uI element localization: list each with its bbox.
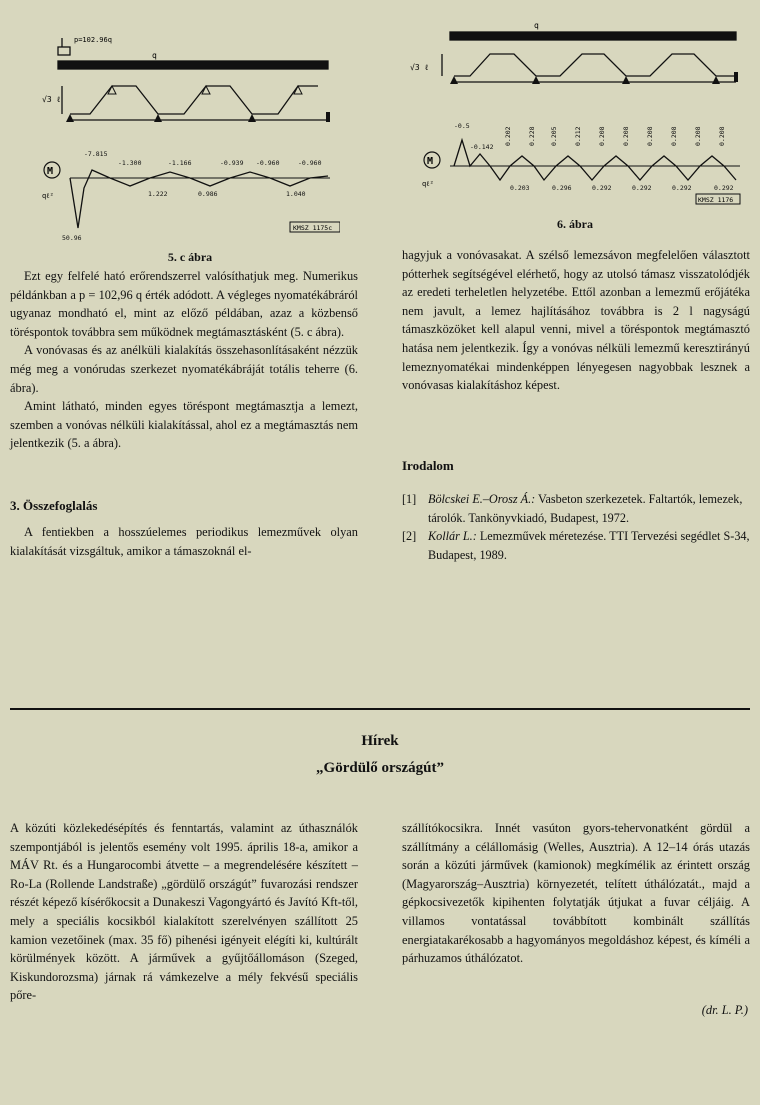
fig6-top-value: 0.208 — [646, 126, 654, 146]
left-column — [10, 267, 358, 453]
fig5-top-value: -0.960 — [298, 159, 322, 167]
paragraph: A közúti közlekedésépítés és fenntartás, valamint az úthasználók szempontjából is jelentős esemény volt 1995. április 18-a, amikor a MÁV Rt. és a Hungarocombi átvette – a megrendelésére készített – Ro-La (Rollende Landstraße) „gördülő országút” fuvarozási rendszer részét képező kísérőkocsit a Dunakeszi Vagongyártó és Javító Kft-től, mely a speciális kocsikból kialakított szerelvényen szállított 25 kamion vezetőinek (max. 35 fő) pihenési igényeit elégíti ki, kultúrált körülmények között. A járművek a gyűjtőállomáson (Szeged, Kiskundorozsma) járnak rá vámkezelve a mély fekvésű speciális pőre- — [10, 821, 358, 1003]
fig6-top-value: 0.212 — [574, 126, 582, 146]
fig6-bottom-value: 0.203 — [510, 184, 530, 192]
paragraph: Ezt egy felfelé ható erőrendszerrel valósíthatjuk meg. Numerikus példánkban a p = 102,96 q érték adódott. A végleges nyomatékábráról ugyanaz mondható el, mint az előző példában, azaz a közbenső töréspontok továbbra sem működnek megtámasztásként (5. c ábra). — [10, 269, 358, 339]
fig5-top-value: -1.300 — [118, 159, 142, 167]
fig5-top-value: -7.815 — [84, 150, 108, 158]
fig5-q-label: q — [152, 51, 157, 60]
fig6-top-value: 0.208 — [718, 126, 726, 146]
fig6-top-value: 0.208 — [670, 126, 678, 146]
reference-author: Kollár L.: — [428, 529, 477, 544]
fig6-m-label: M — [427, 156, 434, 167]
paragraph: A fentiekben a hosszúelemes periodikus lemezművek olyan kialakítását vizsgáltuk, amikor a támaszoknál el- — [10, 525, 358, 558]
news-section-title: Hírek — [361, 733, 399, 749]
fig5-top-value: -0.960 — [256, 159, 280, 167]
left-column-end — [10, 523, 358, 560]
fig6-unit-label: qℓ² — [422, 180, 434, 188]
reference-number: [2] — [402, 529, 417, 544]
reference-text: Lemezművek méretezése. TTI Tervezési segédlet S-34, Budapest, 1989. — [428, 529, 750, 562]
fig5-bottom-value: 0.986 — [198, 190, 218, 198]
figure-5 — [40, 28, 340, 243]
fig5-caption: 5. c ábra — [167, 250, 213, 264]
fig5-load-label: p=102.96q — [74, 36, 112, 44]
divider — [10, 708, 750, 710]
right-column — [402, 246, 750, 395]
paragraph: szállítókocsikra. Innét vasúton gyors-tehervonatként gördül a szállítmány a célállomásig (Welles, Ausztria). A 12–14 órás utazás során a közúti járművek (kamionok) megkímélik az érintett ország (Magyarország–Ausztria) környezetét, telített úthálózatát., majd a gépkocsivezetők kipihenten folytatják útjukat a fuvar céljáig. A villamos vontatással továbbított kombinált szállítás energiatakarékosabb a hagyományos megoldáshoz képest, és kíméli a párhuzamos úthálózatot. — [402, 821, 750, 966]
fig6-caption: 6. ábra — [557, 217, 593, 231]
figure-6 — [410, 18, 750, 208]
reference-list — [402, 490, 750, 564]
fig6-code: KMSZ 1176 — [698, 196, 734, 204]
paragraph: Amint látható, minden egyes töréspont megtámasztja a lemezt, szemben a vonóvas nélküli kialakítással, ahol ez a megtámasztás nem jelentkezik (5. a ábra). — [10, 399, 358, 451]
fig6-top-value: 0.208 — [598, 126, 606, 146]
fig6-left-value: -0.142 — [470, 143, 494, 151]
fig5-top-value: -1.166 — [168, 159, 192, 167]
fig5-bottom-value: 1.222 — [148, 190, 168, 198]
fig6-top-value: 0.228 — [528, 126, 536, 146]
fig6-left-value: -0.5 — [454, 122, 470, 130]
fig6-bottom-value: 0.292 — [592, 184, 612, 192]
fig6-top-value: 0.208 — [622, 126, 630, 146]
news-right-column — [402, 819, 750, 968]
reference-item — [402, 490, 750, 527]
reference-item — [402, 527, 750, 564]
fig6-top-value: 0.205 — [550, 126, 558, 146]
fig6-dim-label: √3 ℓ — [410, 63, 429, 72]
fig5-m-label: M — [47, 166, 54, 177]
paragraph: A vonóvasas és az anélküli kialakítás összehasonlításaként nézzük még meg a vonórudas szerkezet nyomatékábráját totális teherre (6. ábra). — [10, 343, 358, 395]
fig5-bottom-value: 1.040 — [286, 190, 306, 198]
fig6-top-value: 0.208 — [694, 126, 702, 146]
fig5-dim-label: √3 ℓ — [42, 95, 61, 104]
reference-text: Vasbeton szerkezetek. Faltartók, lemezek, tárolók. Tankönyvkiadó, Budapest, 1972. — [428, 492, 743, 525]
fig5-top-value: -0.939 — [220, 159, 244, 167]
section-heading: 3. Összefoglalás — [10, 498, 98, 513]
fig5-unit-label: qℓ² — [42, 192, 54, 200]
reference-number: [1] — [402, 492, 417, 506]
fig6-q-label: q — [534, 21, 539, 30]
fig6-bottom-value: 0.292 — [714, 184, 734, 192]
fig5-min-value: 50.96 — [62, 234, 82, 242]
references-heading: Irodalom — [402, 458, 454, 473]
fig6-bottom-value: 0.296 — [552, 184, 572, 192]
paragraph: hagyjuk a vonóvasakat. A szélső lemezsávon megfelelően választott pótterhek segítségével elérhető, hogy az utolsó támasz visszatolódjék az eredeti terheletlen helyzetébe. Ettől azonban a lemezmű erőjátéka nem javult, a lemez hajlításához továbbra is 2 l nagyságú támaszközöket kell alapul venni, mivel a töréspontok megtámasztó hatása nem jelentkezik. Így a vonóvas nélküli lemezmű keresztirányú lemeznyomatékai mindenképpen lényegesen nagyobbak lesznek a vonóvasas kialakításhoz képest. — [402, 248, 750, 393]
news-left-column — [10, 819, 358, 1005]
fig6-bottom-value: 0.292 — [632, 184, 652, 192]
reference-author: Bölcskei E.–Orosz Á.: — [428, 492, 536, 506]
signature: (dr. L. P.) — [701, 1003, 748, 1017]
news-article-title: „Gördülő országút” — [316, 760, 444, 776]
fig6-bottom-value: 0.292 — [672, 184, 692, 192]
fig5-code: KMSZ 1175c — [293, 224, 333, 232]
fig6-top-value: 0.202 — [504, 126, 512, 146]
